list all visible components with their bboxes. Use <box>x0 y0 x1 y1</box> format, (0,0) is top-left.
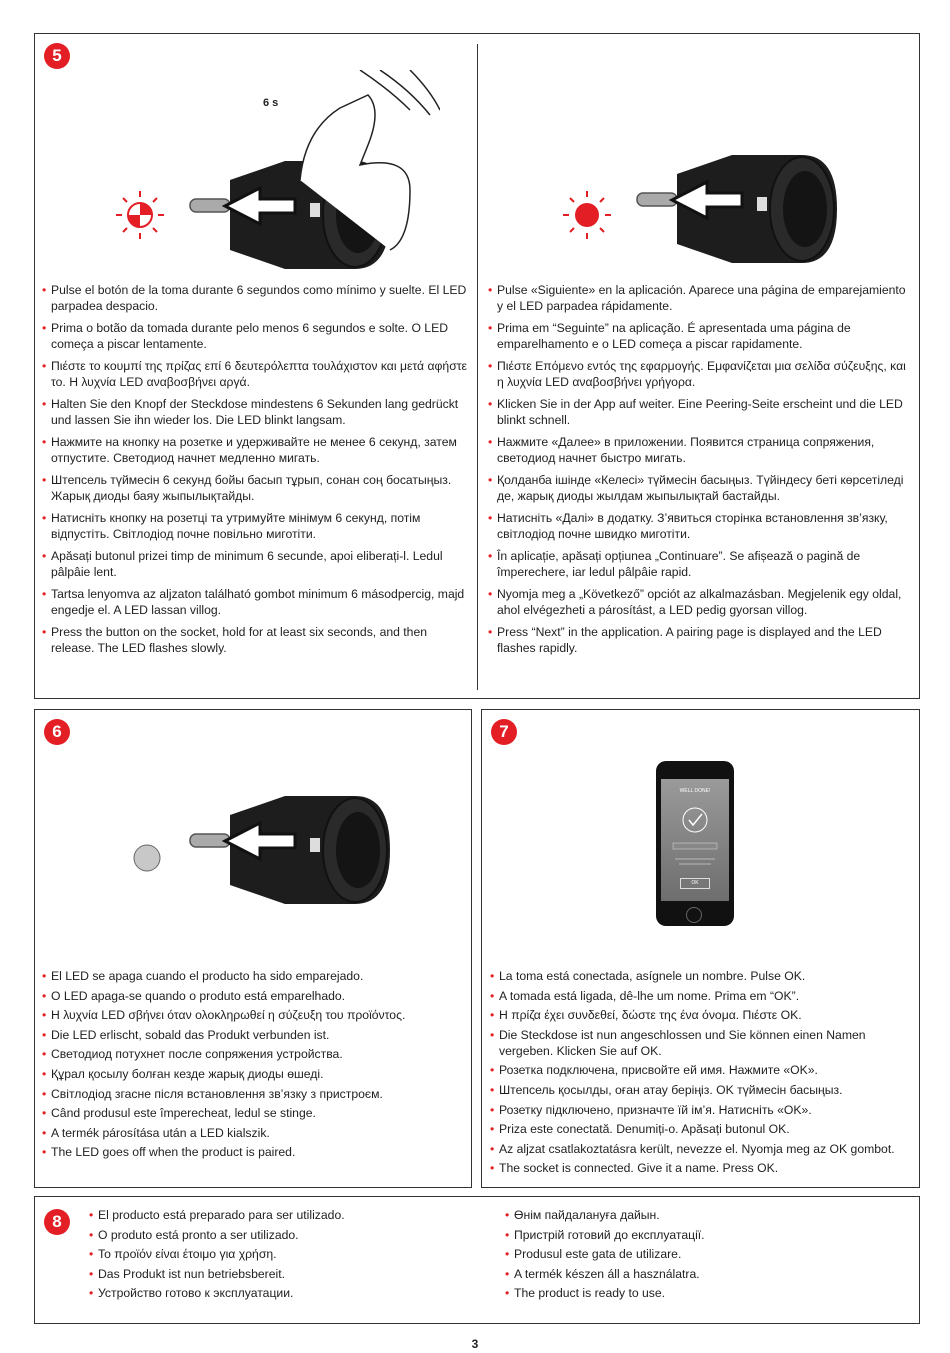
list-item: • The LED goes off when the product is paired. <box>42 1144 467 1160</box>
phone-screen <box>661 779 729 901</box>
blinking-led-icon <box>116 191 164 239</box>
list-item: • Устройство готово к эксплуатации. <box>89 1285 469 1301</box>
phone-title: WELL DONE! <box>679 788 711 794</box>
list-item: • The product is ready to use. <box>505 1285 885 1301</box>
phone-ok-button[interactable] <box>680 878 710 889</box>
list-item: • Priza este conectată. Denumiți-o. Apăsați butonul OK. <box>490 1121 918 1137</box>
led-on-icon <box>563 191 611 239</box>
list-item: • La toma está conectada, asígnele un nombre. Pulse OK. <box>490 968 918 984</box>
list-item: • Светодиод потухнет после сопряжения устройства. <box>42 1046 467 1062</box>
step7-badge: 7 <box>491 719 517 745</box>
home-button-icon[interactable] <box>686 907 702 923</box>
list-item: • Produsul este gata de utilizare. <box>505 1246 885 1262</box>
list-item: • Πιέστε Επόμενο εντός της εφαρμογής. Εμφανίζεται μια σελίδα σύζευξης, και η λυχνία LED αναβοσβήνει γρήγορα. <box>488 358 913 390</box>
list-item: • A termék készen áll a használatra. <box>505 1266 885 1282</box>
list-item: • Өнім пайдалануға дайын. <box>505 1207 885 1223</box>
list-item: • Halten Sie den Knopf der Steckdose mindestens 6 Sekunden lang gedrückt und lassen Sie ihn wieder los. Die LED blinkt langsam. <box>42 396 472 428</box>
list-item: • Құрал қосылу болған кезде жарық диоды өшеді. <box>42 1066 467 1082</box>
step5-right-illustration <box>560 139 860 269</box>
list-item: • Când produsul este împerecheat, ledul se stinge. <box>42 1105 467 1121</box>
list-item: • Η πρίζα έχει συνδεθεί, δώστε της ένα όνομα. Πιέστε OK. <box>490 1007 918 1023</box>
list-item: • Розетку підключено, призначте їй ім’я. Натисніть «OK». <box>490 1102 918 1118</box>
list-item: • Klicken Sie in der App auf weiter. Eine Peering-Seite erscheint und die LED blinkt schnell. <box>488 396 913 428</box>
list-item: • Press “Next” in the application. A pairing page is displayed and the LED flashes rapidly. <box>488 624 913 656</box>
list-item: • Das Produkt ist nun betriebsbereit. <box>89 1266 469 1282</box>
list-item: • Пристрій готовий до експлуатації. <box>505 1227 885 1243</box>
step5-left-list <box>42 282 472 662</box>
list-item: • A tomada está ligada, dê-lhe um nome. Prima em “OK”. <box>490 988 918 1004</box>
list-item: • Pulse «Siguiente» en la aplicación. Aparece una página de emparejamiento y el LED parpadea rápidamente. <box>488 282 913 314</box>
page-number: 3 <box>471 1337 479 1351</box>
list-item: • Қолданба ішінде «Келесі» түймесін басыңыз. Түйіндесу беті көрсетіледі де, жарық диоды жылдам жыпылықтай бастайды. <box>488 472 913 504</box>
list-item: • Az aljzat csatlakoztatásra került, nevezze el. Nyomja meg az OK gombot. <box>490 1141 918 1157</box>
list-item: • O produto está pronto a ser utilizado. <box>89 1227 469 1243</box>
list-item: • Нажмите на кнопку на розетке и удерживайте не менее 6 секунд, затем отпустите. Светодиод начнет медленно мигать. <box>42 434 472 466</box>
plug-fast-blink-illustration <box>560 139 860 269</box>
step5-left-illustration <box>110 70 440 270</box>
list-item: • The socket is connected. Give it a name. Press OK. <box>490 1160 918 1176</box>
step7-list <box>490 968 918 1180</box>
list-item: • A termék párosítása után a LED kialszik. <box>42 1125 467 1141</box>
list-item: • El LED se apaga cuando el producto ha sido emparejado. <box>42 968 467 984</box>
list-item: • Prima em “Seguinte” na aplicação. É apresentada uma página de emparelhamento e o LED começa a piscar rapidamente. <box>488 320 913 352</box>
list-item: • Світлодіод згасне після встановлення зв’язку з пристроєм. <box>42 1086 467 1102</box>
list-item: • O LED apaga-se quando o produto está emparelhado. <box>42 988 467 1004</box>
list-item: • Apăsați butonul prizei timp de minimum 6 secunde, apoi eliberați-l. Ledul pâlpâie lent. <box>42 548 472 580</box>
step6-illustration <box>130 780 420 915</box>
list-item: • Το προϊόν είναι έτοιμο για χρήση. <box>89 1246 469 1262</box>
list-item: • Нажмите «Далее» в приложении. Появится страница сопряжения, светодиод начнет быстро мигать. <box>488 434 913 466</box>
list-item: • Pulse el botón de la toma durante 6 segundos como mínimo y suelte. El LED parpadea despacio. <box>42 282 472 314</box>
step8-right-list <box>505 1207 885 1305</box>
list-item: • Tartsa lenyomva az aljzaton található gombot minimum 6 másodpercig, majd engedje el. A LED lassan villog. <box>42 586 472 618</box>
step7-panel <box>481 709 920 1188</box>
step8-badge: 8 <box>44 1209 70 1235</box>
step6-list <box>42 968 467 1164</box>
list-item: • Press the button on the socket, hold for at least six seconds, and then release. The LED flashes slowly. <box>42 624 472 656</box>
list-item: • El producto está preparado para ser utilizado. <box>89 1207 469 1223</box>
step5-panel <box>34 33 920 699</box>
list-item: • Натисніть «Далі» в додатку. З’явиться сторінка встановлення зв’язку, світлодіод почне швидко миготіти. <box>488 510 913 542</box>
step5-right-list <box>488 282 913 662</box>
step5-badge: 5 <box>44 43 70 69</box>
list-item: • Η λυχνία LED σβήνει όταν ολοκληρωθεί η σύζευξη του προϊόντος. <box>42 1007 467 1023</box>
plug-led-off-illustration <box>130 780 420 915</box>
list-item: • Натисніть кнопку на розетці та утримуйте мінімум 6 секунд, потім відпустіть. Світлодіод почне повільно миготіти. <box>42 510 472 542</box>
step8-left-list <box>89 1207 469 1305</box>
list-item: • Nyomja meg a „Következő” opciót az alkalmazásban. Megjelenik egy oldal, ahol elvégezheti a párosítást, a LED pedig gyorsan villog. <box>488 586 913 618</box>
list-item: • Πιέστε το κουμπί της πρίζας επί 6 δευτερόλεπτα τουλάχιστον και μετά αφήστε το. Η λυχνία LED αναβοσβήνει αργά. <box>42 358 472 390</box>
list-item: • Штепсель қосылды, оған атау беріңіз. OK түймесін басыңыз. <box>490 1082 918 1098</box>
smartphone <box>656 761 734 926</box>
step5-column-divider <box>477 44 478 690</box>
phone-ok-label: OK <box>691 880 699 886</box>
list-item: • În aplicație, apăsați opțiunea „Continuare”. Se afișează o pagină de împerechere, iar ledul pâlpâie rapid. <box>488 548 913 580</box>
list-item: • Prima o botão da tomada durante pelo menos 6 segundos e solte. O LED começa a piscar lentamente. <box>42 320 472 352</box>
step8-panel <box>34 1196 920 1324</box>
hold-duration-label: 6 s <box>263 97 279 109</box>
step6-panel <box>34 709 472 1188</box>
list-item: • Розетка подключена, присвойте ей имя. Нажмите «OK». <box>490 1062 918 1078</box>
step6-badge: 6 <box>44 719 70 745</box>
list-item: • Штепсель түймесін 6 секунд бойы басып тұрып, сонан соң босатыңыз. Жарық диоды баяу жыпылықтайды. <box>42 472 472 504</box>
list-item: • Die LED erlischt, sobald das Produkt verbunden ist. <box>42 1027 467 1043</box>
list-item: • Die Steckdose ist nun angeschlossen und Sie können einen Namen vergeben. Klicken Sie auf OK. <box>490 1027 918 1059</box>
led-off-icon <box>134 845 160 871</box>
